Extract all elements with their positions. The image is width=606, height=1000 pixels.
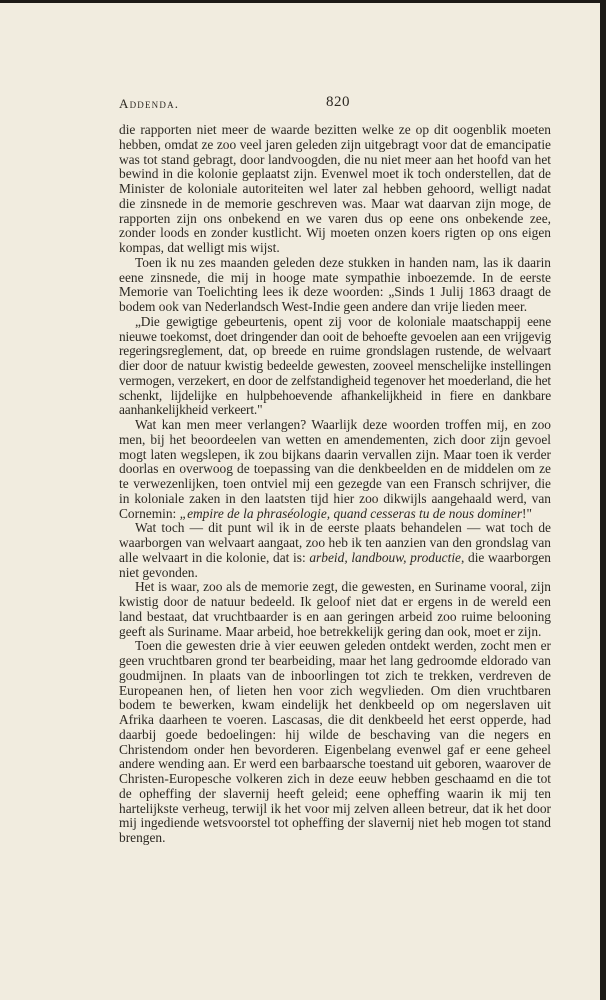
paragraph-2: Toen ik nu zes maanden geleden deze stukken in handen nam, las ik daarin eene zinsnede, die mij in hooge mate sympathie inboezemde. In de eerste Memorie van Toelichting lees ik deze woorden: „Sinds 1 Julij 1863 draagt de bodem ook van Nederlandsch West-Indie geen andere dan vrije lieden meer. <box>119 254 551 314</box>
paragraph-4 <box>119 418 551 521</box>
paragraph-4-french-quote: „empire de la phraséologie, quand cesseras tu de nous dominer <box>179 505 523 521</box>
paragraph-4-text: Wat kan men meer verlangen? Waarlijk deze woorden troffen mij, en zoo men, bij het beoordeelen van wetten en amendementen, zich door zijn gevoel mogt laten wegslepen, ik zou bijkans daarin vervallen zijn. Maar toen ik verder doorlas en overwoog de toepassing van die denkbeelden en de middelen om ze te verwezenlijken, toen ontviel mij een gezegde van een Fransch schrijver, die in koloniale zaken in den laatsten tijd hier zoo dikwijls aangehaald werd, van Cornemin: <box>119 417 551 521</box>
paragraph-5-text: Wat toch — dit punt wil ik in de eerste plaats behandelen — wat toch de waarborgen van welvaart aangaat, zoo heb ik ten aanzien van den grondslag van alle welvaart in die kolonie, dat is: <box>119 520 551 565</box>
paragraph-7: Toen die gewesten drie à vier eeuwen geleden ontdekt werden, zocht men er geen vruchtbaren grond ter bearbeiding, maar het lang gedroomde eldorado van goudmijnen. In plaats van de inboorlingen tot zich te trekken, verdreven de Europeanen hen, of lieten hen voor zich wegvlieden. Om dien vruchtbaren bodem te bewerken, kwam eindelijk het denkbeeld op om negerslaven uit Afrika daarheen te voeren. Lascasas, die dit denkbeeld het eerst opperde, had daarbij goede bedoelingen: hij wilde de beschaving van die negers en Christendom onder hen bevorderen. Eigenbelang evenwel gaf er eene geheel andere wending aan. Er werd een barbaarsche toestand uit geboren, waarover de Christen-Europesche volkeren zich in deze eeuw hebben geschaamd en die tot de opheffing der slavernij heeft geleid; eene opheffing waarin ik mij ten hartelijkste verheug, terwijl ik het voor mij zelven alleen betreur, dat ik het door mij ingediende wetsvoorstel tot opheffing der slavernij niet heb mogen tot stand brengen. <box>119 638 551 845</box>
paragraph-4-quote-end: !" <box>522 505 532 521</box>
running-head <box>119 96 551 116</box>
body-text <box>119 123 551 846</box>
paragraph-3-quote: „Die gewigtige gebeurtenis, opent zij voor de koloniale maatschappij eene nieuwe toekomst, doet dringender dan ooit de behoefte gevoelen aan een vrijgevig regeringsreglement, dat, op breede en ruime grondslagen rustende, de welvaart dier door de natuur kwistig bedeelde gewesten, zooveel menschelijke instellingen vermogen, verzekert, en door de zelfstandigheid tegenover het moederland, die het schenkt, lijdelijke en hulpbehoevende afhankelijkheid in fiere en dankbare aanhankelijkheid verkeert." <box>119 313 551 418</box>
paragraph-6: Het is waar, zoo als de memorie zegt, die gewesten, en Suriname vooral, zijn kwistig door de natuur bedeeld. Ik geloof niet dat er ergens in de wereld een land bestaat, dat vruchtbaarder is en aan geringen arbeid zoo ruime belooning geeft als Suriname. Maar arbeid, hoe betrekkelijk gering dan ook, moet er zijn. <box>119 579 551 639</box>
paragraph-5-tail: , die waarborgen niet gevonden. <box>119 549 551 580</box>
page-number: 820 <box>326 94 350 110</box>
paragraph-5-emphasis: arbeid, landbouw, productie <box>309 549 461 565</box>
section-title: Addenda. <box>119 96 180 111</box>
paragraph-5 <box>119 521 551 580</box>
paragraph-1: die rapporten niet meer de waarde bezitten welke ze op dit oogenblik moeten hebben, omdat ze zoo veel jaren geleden zijn uitgebragt voor dat de emancipatie was tot stand gebragt, door landvoogden, die nu niet meer aan het hoofd van het bewind in die kolonie geplaatst zijn. Evenwel moet ik toch onderstellen, dat de Minister de koloniale autoriteiten wel later zal hebben gehoord, welligt nadat die zinsnede in de memorie geschreven was. Maar wat daarvan zijn moge, de rapporten zijn ons onbekend en we varen dus op eene ons onbekende zee, zonder loods en zonder kustlicht. Wij moeten onzen koers rigten op ons eigen kompas, dat welligt mis wijst. <box>119 122 551 255</box>
